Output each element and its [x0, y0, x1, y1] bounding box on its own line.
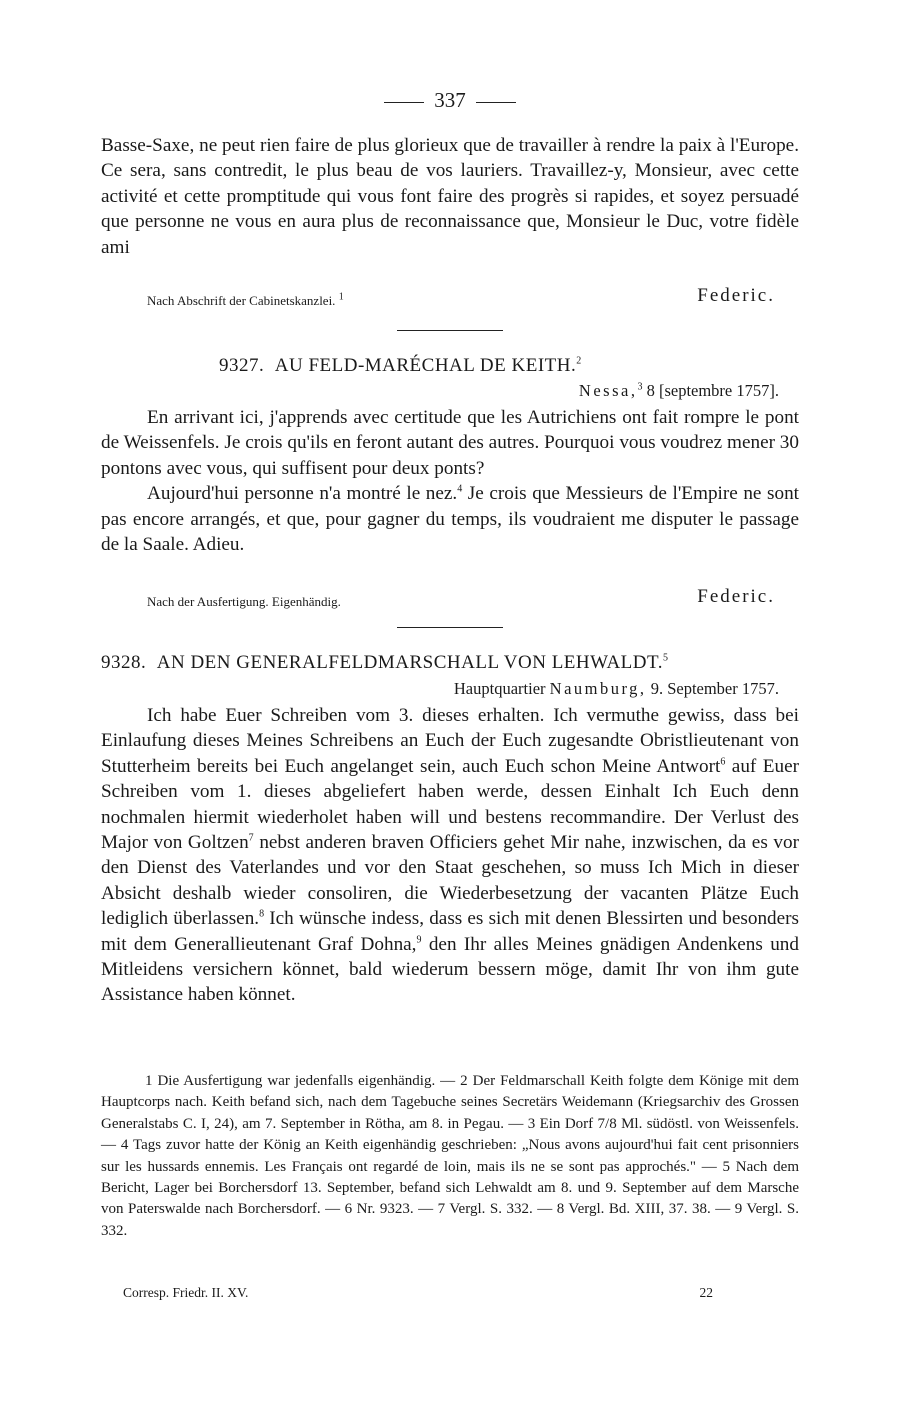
footnote-ref-4: 4 — [457, 483, 463, 495]
continuation-paragraph: Basse-Saxe, ne peut rien faire de plus glorieux que de travailler à rendre la paix à l'Europe. Ce sera, sans contredit, le plus beau de vos lauriers. Travaillez-y, Monsieur, avec cette activité et cette promptitude qui vous font faire des progrès si rapides, et soyez persuadé que personne ne vous en aura plus de reconnaissance que, Monsieur le Duc, votre fidèle ami — [101, 135, 799, 258]
letter-9328-body — [101, 703, 799, 1008]
letter-9327-title — [219, 355, 900, 377]
footnote-ref-8: 8 — [259, 908, 265, 920]
letter-9327-body — [101, 405, 799, 557]
footnote-ref-2: 2 — [576, 355, 582, 367]
letter-9328-number: 9328. — [101, 652, 147, 673]
letter-9328-paragraph: Ich habe Euer Schreiben vom 3. dieses erhalten. Ich vermuthe gewiss, dass bei Einlaufung dieses Meines Schreibens an Euch der Euch zugesandte Obristlieutenant von Stutterheim bereits bei Euch angelanget sein, auch Euch schon Meine Antwort$^6$ auf Euer Schreiben vom 1. dieses abgeliefert haben werde, dessen Einhalt Ich Euch denn nochmalen hiermit wiederholet haben will und bestens recommandire. Der Verlust des Major von Goltzen$^7$ nebst anderen braven Officiers gehet Mir nahe, inzwischen, da es vor den Dienst des Vaterlandes und vor den Staat geschehen, so muss Ich Mich in dieser Absicht deshalb wieder consoliren, die Wiederbesetzung der vacanten Plätze Euch lediglich überlassen.$^8$ Ich wünsche indess, dass es sich mit denen Blessirten und besonders mit dem Generallieutenant Graf Dohna,$^9$ den Ihr alles Meines gnädigen Andenkens und Mitleidens versichern könnet, bald wiederum bessern möge, damit Ihr von ihm gute Assistance haben könnet. — [101, 705, 800, 1006]
letter-9327-number: 9327. — [219, 355, 265, 376]
footnote-ref-1: 1 — [338, 291, 344, 303]
letter-9328-place-prefix: Hauptquartier — [453, 679, 546, 698]
footnote-ref-9: 9 — [416, 934, 422, 946]
page-number: 337 — [434, 88, 466, 112]
letter-9327-place-date — [579, 381, 779, 401]
letter-9327-date: 8 [septembre 1757]. — [646, 381, 779, 400]
section-divider — [397, 330, 503, 331]
letter-9327-heading: AU FELD-MARÉCHAL DE KEITH. — [274, 355, 577, 376]
footnotes-text: 1 Die Ausfertigung war jedenfalls eigenhändig. — 2 Der Feldmarschall Keith folgte dem Könige mit dem Hauptcorps nach. Keith befand sich, nach dem Tagebuche seines Secretärs Weidemann (Kriegsarchiv des Grossen Generalstabs C. I, 24), am 7. September in Rötha, am 8. in Pegau. — 3 Ein Dorf 7/8 Ml. südöstl. von Weissenfels. — 4 Tags zuvor hatte der König an Keith eigenhändig geschrieben: „Nous avons aujourd'hui fait cent prisonniers sur les hussards ennemis. Les Français ont regardé de loin, mais ils ne se sont pas approchés." — 5 Nach dem Bericht, Lager bei Borchersdorf 13. September, befand sich Lehwaldt am 8. und 9. September auf dem Marsche von Paterswalde nach Borchersdorf. — 6 Nr. 9323. — 7 Vergl. S. 332. — 8 Vergl. Bd. XIII, 37. 38. — 9 Vergl. S. 332. — [101, 1073, 799, 1239]
footnote-ref-3: 3 — [637, 381, 643, 393]
footnote-ref-6: 6 — [720, 756, 726, 768]
letter-9327-paragraph-1: En arrivant ici, j'apprends avec certitude que les Autrichiens ont fait rompre le pont de Weissenfels. Je crois qu'ils en feront autant des autres. Pourquoi vous voudrez mener 30 pontons avec vous, qui suffisent pour deux ponts? — [101, 407, 799, 479]
header-dash-left — [384, 102, 424, 103]
section-divider — [397, 627, 503, 628]
letter-9327-paragraph-2: Aujourd'hui personne n'a montré le nez.$^4$ Je crois que Messieurs de l'Empire ne sont pas encore arrangés, et que, pour gagner du temps, ils voudraient me disputer le passage de la Saale. Adieu. — [101, 483, 799, 556]
footnotes — [101, 1071, 799, 1242]
letter-9327-source: Nach der Ausfertigung. Eigenhändig. — [147, 594, 341, 609]
header-dash-right — [476, 102, 516, 103]
letter-9327-signature: Federic. — [697, 586, 775, 607]
letter-9328-date: 9. September 1757. — [650, 679, 779, 698]
letter-9328-place: Naumburg, — [549, 679, 647, 698]
letter-9328-title — [101, 652, 799, 674]
footnote-ref-5: 5 — [662, 652, 669, 664]
continuation-signature: Federic. — [697, 285, 775, 306]
letter-9328-place-date — [454, 679, 779, 699]
footnote-ref-7: 7 — [248, 832, 254, 844]
page-header — [101, 88, 799, 113]
letter-9328-heading: AN DEN GENERALFELDMARSCHALL VON LEHWALDT. — [156, 652, 663, 673]
letter-9327-place: Nessa, — [578, 381, 638, 400]
continuation-source: Nach Abschrift der Cabinetskanzlei. $^1$ — [147, 291, 344, 308]
footer-series-title: Corresp. Friedr. II. XV. — [123, 1285, 249, 1300]
footer-signature-mark: 22 — [699, 1285, 713, 1300]
continuation-text-block — [101, 133, 799, 260]
